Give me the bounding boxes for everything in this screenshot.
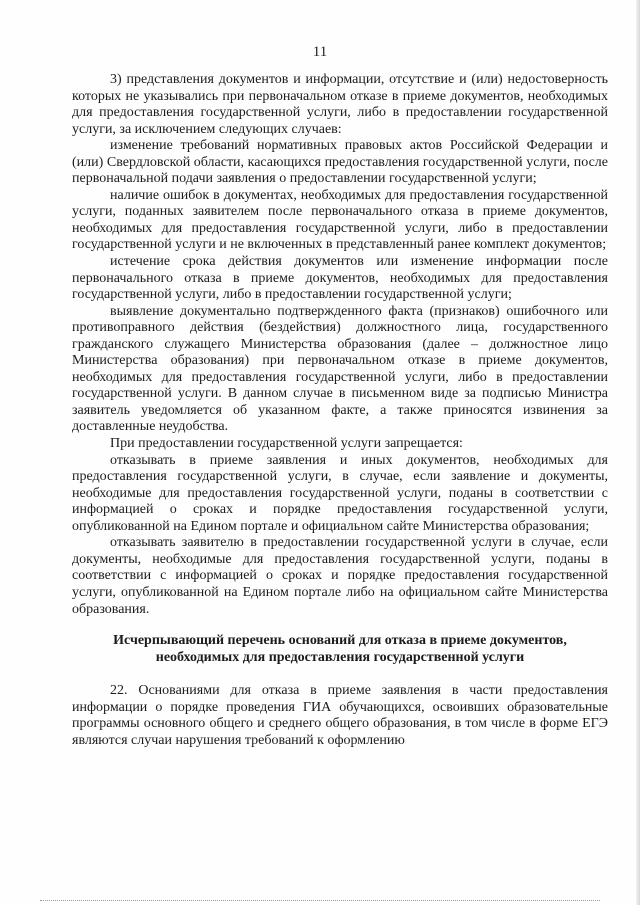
paragraph-prohibited-refuse-acceptance: отказывать в приеме заявления и иных документов, необходимых для предоставления государственной услуги, в случае, если заявление и документы, необходимые для предоставления государственной услуги, поданы в соответствии с информацией о сроках и порядке предоставления государственной услуги, опубликованной на Едином портале и официальном сайте Министерства образования; [72, 452, 608, 534]
section-heading: Исчерпывающий перечень оснований для отказа в приеме документов, необходимых для предоставления государственной услуги [113, 633, 567, 666]
document-body [72, 72, 608, 749]
paragraph-22-grounds: 22. Основаниями для отказа в приеме заявления в части предоставления информации о порядке проведения ГИА обучающихся, освоивших образовательные программы основного общего и среднего общего образования, в том числе в форме ЕГЭ являются случаи нарушения требований к оформлению [72, 683, 608, 748]
scan-bottom-edge [40, 900, 600, 901]
paragraph-prohibited-intro: При предоставлении государственной услуги запрещается: [110, 436, 463, 452]
paragraph-repeat-request-item-3: 3) представления документов и информации, отсутствие и (или) недостоверность которых не указывались при первоначальном отказе в приеме документов, необходимых для предоставления государственной услуги, либо в предоставлении государственной услуги, за исключением следующих случаев: [72, 72, 608, 137]
paragraph-exception-legal-change: изменение требований нормативных правовых актов Российской Федерации и (или) Свердловской области, касающихся предоставления государственной услуги, после первоначальной подачи заявления о предоставлении государственной услуги; [72, 138, 608, 187]
paragraph-prohibited-refuse-service: отказывать заявителю в предоставлении государственной услуги в случае, если документы, необходимые для предоставления государственной услуги, поданы в соответствии с информацией о сроках и порядке предоставления государственной услуги, опубликованной на Едином портале либо на официальном сайте Министерства образования. [72, 535, 608, 617]
paragraph-exception-document-errors: наличие ошибок в документах, необходимых для предоставления государственной услуги, поданных заявителем после первоначального отказа в приеме документов, необходимых для предоставления государственной услуги, либо в предоставлении государственной услуги и не включенных в представленный ранее комплект документов; [72, 187, 608, 253]
scan-edge-shadow [636, 0, 640, 905]
page-number: 11 [312, 44, 328, 60]
paragraph-exception-expired-documents: истечение срока действия документов или изменение информации после первоначального отказа в приеме документов, необходимых для предоставления государственной услуги, либо в предоставлении государственной услуги; [72, 254, 608, 303]
paragraph-exception-official-error: выявление документально подтвержденного факта (признаков) ошибочного или противоправного действия (бездействия) должностного лица, государственного гражданского служащего Министерства образования (далее – должностное лицо Министерства образования) при первоначальном отказе в приеме документов, необходимых для предоставления государственной услуги, либо в предоставлении государственной услуги. В данном случае в письменном виде за подписью Министра заявитель уведомляется об указанном факте, а также приносятся извинения за доставленные неудобства. [72, 303, 608, 435]
